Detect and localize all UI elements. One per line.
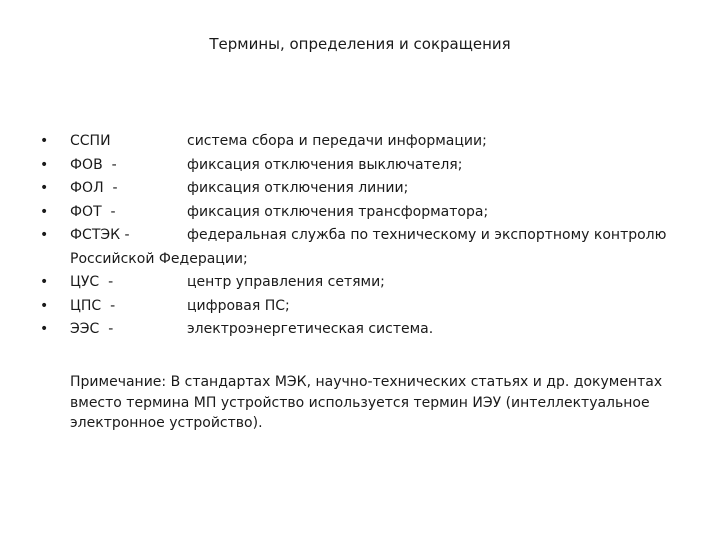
bullet: • — [40, 180, 49, 196]
term-definition: электроэнергетическая система. — [187, 321, 434, 337]
bullet: • — [40, 227, 49, 243]
term-definition: система сбора и передачи информации; — [187, 133, 487, 149]
term-definition: фиксация отключения трансформатора; — [187, 203, 489, 220]
term-definition: цифровая ПС; — [187, 297, 290, 314]
term-abbreviation: ЦУС - — [70, 274, 114, 290]
list-item — [0, 224, 720, 271]
list-item — [0, 154, 720, 178]
bullet: • — [40, 297, 49, 314]
bullet: • — [40, 274, 49, 290]
list-item — [0, 318, 720, 342]
list-item — [0, 271, 720, 295]
term-definition: фиксация отключения выключателя; — [187, 156, 463, 173]
term-abbreviation: ФОТ - — [70, 203, 116, 220]
term-abbreviation: ФОЛ - — [70, 180, 118, 196]
list-item — [0, 295, 720, 319]
term-abbreviation: ЭЭС - — [70, 321, 114, 337]
list-item — [0, 130, 720, 154]
bullet: • — [40, 133, 49, 149]
term-definition: федеральная служба по техническому и экспортному контролю Российской Федерации; — [70, 227, 667, 267]
bullet: • — [40, 156, 49, 173]
list-item — [0, 177, 720, 201]
term-definition: центр управления сетями; — [187, 274, 385, 290]
terms-list — [0, 130, 720, 342]
term-definition: фиксация отключения линии; — [187, 180, 409, 196]
term-abbreviation: ЦПС - — [70, 297, 116, 314]
bullet: • — [40, 321, 49, 337]
note-paragraph: Примечание: В стандартах МЭК, научно-технических статьях и др. документах вместо термина МП устройство используется термин ИЭУ (интеллектуальное электронное устройство). — [70, 374, 663, 431]
term-abbreviation: ССПИ — [70, 133, 111, 149]
term-abbreviation: ФСТЭК - — [70, 227, 130, 243]
term-abbreviation: ФОВ - — [70, 156, 117, 173]
list-item — [0, 201, 720, 225]
bullet: • — [40, 203, 49, 220]
page-title: Термины, определения и сокращения — [209, 35, 511, 53]
